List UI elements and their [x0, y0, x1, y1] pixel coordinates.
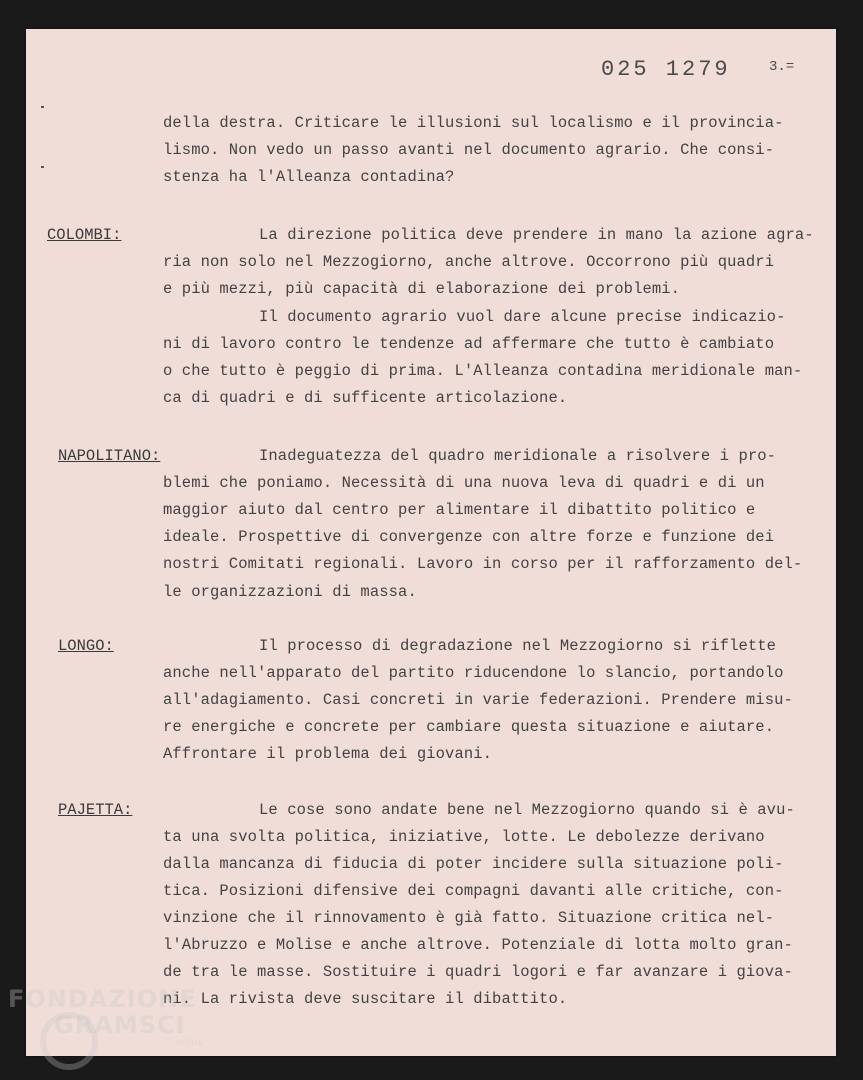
text-line: all'adagiamento. Casi concreti in varie federazioni. Prendere misu-	[163, 691, 793, 709]
text-line: Inadeguatezza del quadro meridionale a risolvere i pro-	[259, 447, 777, 465]
page-number: 3.=	[769, 59, 795, 75]
text-line: lismo. Non vedo un passo avanti nel documento agrario. Che consi-	[163, 141, 775, 159]
text-line: de tra le masse. Sostituire i quadri logori e far avanzare i giova-	[163, 963, 793, 981]
text-line: ca di quadri e di sufficente articolazione.	[163, 389, 568, 407]
text-line: Il documento agrario vuol dare alcune precise indicazio-	[259, 308, 786, 326]
text-line: anche nell'apparato del partito riducendone lo slancio, portandolo	[163, 664, 784, 682]
text-line: Il processo di degradazione nel Mezzogiorno si riflette	[259, 637, 777, 655]
watermark	[8, 985, 203, 1048]
speaker-longo: LONGO:	[58, 637, 114, 655]
text-line: o che tutto è peggio di prima. L'Alleanza contadina meridionale man-	[163, 362, 803, 380]
text-line: tica. Posizioni difensive dei compagni davanti alle critiche, con-	[163, 882, 784, 900]
text-line: l'Abruzzo e Molise e anche altrove. Potenziale di lotta molto gran-	[163, 936, 793, 954]
text-line: vinzione che il rinnovamento è già fatto. Situazione critica nel-	[163, 909, 775, 927]
watermark-line1: FONDAZIONE	[8, 985, 197, 1013]
text-line: ideale. Prospettive di convergenze con altre forze e funzione dei	[163, 528, 775, 546]
text-line: e più mezzi, più capacità di elaborazione dei problemi.	[163, 280, 681, 298]
text-line: ni di lavoro contro le tendenze ad affermare che tutto è cambiato	[163, 335, 775, 353]
text-line: maggior aiuto dal centro per alimentare il dibattito politico e	[163, 501, 756, 519]
text-line: della destra. Criticare le illusioni sul localismo e il provincia-	[163, 114, 784, 132]
text-line: nostri Comitati regionali. Lavoro in corso per il rafforzamento del-	[163, 555, 803, 573]
speaker-napolitano: NAPOLITANO:	[58, 447, 161, 465]
speaker-colombi: COLOMBI:	[47, 226, 122, 244]
text-line: le organizzazioni di massa.	[163, 583, 417, 601]
text-line: ta una svolta politica, iniziative, lotte. Le debolezze derivano	[163, 828, 765, 846]
text-line: La direzione politica deve prendere in mano la azione agra-	[259, 226, 814, 244]
document-number: 025 1279	[601, 57, 731, 82]
text-line: Affrontare il problema dei giovani.	[163, 745, 493, 763]
margin-mark	[41, 166, 44, 168]
speaker-pajetta: PAJETTA:	[58, 801, 133, 819]
text-line: stenza ha l'Alleanza contadina?	[163, 168, 455, 186]
text-line: ni. La rivista deve suscitare il dibattito.	[163, 990, 568, 1008]
text-line: blemi che poniamo. Necessità di una nuova leva di quadri e di un	[163, 474, 765, 492]
watermark-line2: GRAMSCI	[54, 1011, 186, 1039]
text-line: ria non solo nel Mezzogiorno, anche altrove. Occorrono più quadri	[163, 253, 775, 271]
text-line: re energiche e concrete per cambiare questa situazione e aiutare.	[163, 718, 775, 736]
margin-mark	[41, 106, 44, 108]
text-line: dalla mancanza di fiducia di poter incidere sulla situazione poli-	[163, 855, 784, 873]
watermark-line3: onlus	[176, 1037, 203, 1048]
text-line: Le cose sono andate bene nel Mezzogiorno quando si è avu-	[259, 801, 795, 819]
